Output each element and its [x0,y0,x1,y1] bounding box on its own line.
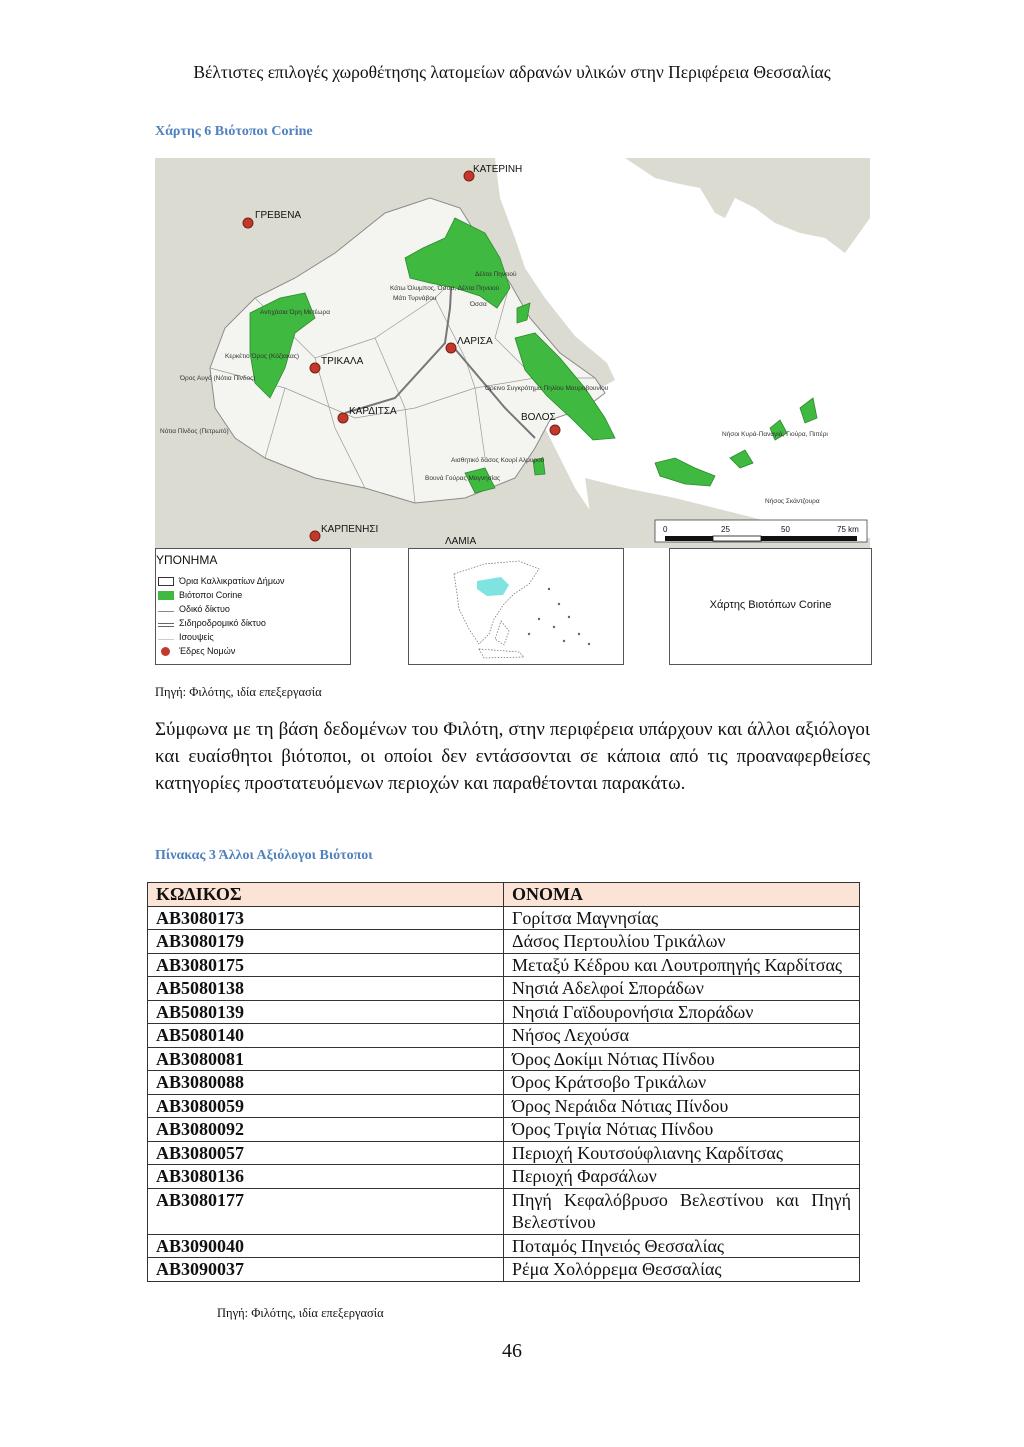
habitat-code-cell: AB5080139 [148,1000,504,1024]
greece-locator-inset [408,548,624,665]
table-row [148,1165,860,1189]
legend-item-contours: Ισουψείς [158,631,214,643]
habitat-name-cell: Δάσος Περτουλίου Τρικάλων [504,930,860,954]
map-title-box [669,548,872,665]
habitat-code-cell: AB3080088 [148,1071,504,1095]
habitat-code-cell: AB5080138 [148,977,504,1001]
label-karditsa: ΚΑΡΔΙΤΣΑ [349,406,397,417]
column-header-code: ΚΩΔΙΚΟΣ [148,883,504,907]
table-source-note: Πηγή: Φιλότης, ιδία επεξεργασία [217,1306,384,1320]
table-row [148,1094,860,1118]
svg-text:Αντιχάσια Όρη Μετέωρα: Αντιχάσια Όρη Μετέωρα [260,309,330,316]
label-volos: ΒΟΛΟΣ [521,412,556,423]
table-row [148,1047,860,1071]
label-lamia: ΛΑΜΙΑ [445,536,477,547]
svg-text:Δέλτα Πηνειού: Δέλτα Πηνειού [475,271,517,278]
table-row [148,930,860,954]
outline-box-icon [158,577,174,586]
svg-text:Βουνά Γούρας Μαγνησίας: Βουνά Γούρας Μαγνησίας [425,475,501,482]
habitat-code-cell: AB3080057 [148,1141,504,1165]
legend-item-corine-habitats: Βιότοποι Corine [158,589,242,601]
legend-item-prefecture-seats: Έδρες Νομών [158,645,235,657]
table-row [148,1234,860,1258]
greece-outline [454,561,539,658]
table-row [148,1141,860,1165]
svg-text:Κάτω Όλυμπος, Όσσα, Δέλτα Πηνε: Κάτω Όλυμπος, Όσσα, Δέλτα Πηνειού [390,285,500,292]
table-row [148,1000,860,1024]
habitat-name-cell: Όρος Δοκίμι Νότιας Πίνδου [504,1047,860,1071]
habitat-code-cell: AB3080136 [148,1165,504,1189]
table-row [148,977,860,1001]
habitat-name-cell: Όρος Κράτσοβο Τρικάλων [504,1071,860,1095]
table-row [148,1188,860,1234]
scale-tick-0: 0 [663,525,668,534]
habitat-code-cell: AB3080173 [148,906,504,930]
double-line-icon [158,623,174,627]
aegean-islands [528,588,590,645]
svg-text:Νήσοι Κυρά-Παναγιά, Γιούρα, Πι: Νήσοι Κυρά-Παναγιά, Γιούρα, Πιπέρι [722,431,828,438]
habitat-code-cell: AB3090037 [148,1258,504,1282]
habitats-table-container [147,882,859,1282]
svg-text:Νότια Πίνδος (Πετρωτό): Νότια Πίνδος (Πετρωτό) [160,428,229,435]
habitat-code-cell: AB3090040 [148,1234,504,1258]
legend-item-municipal-boundaries: Όρια Καλλικρατίων Δήμων [158,575,285,587]
map-source-note: Πηγή: Φιλότης, ιδία επεξεργασία [155,685,322,699]
green-fill-icon [158,591,174,600]
table-row [148,1024,860,1048]
habitat-code-cell: AB3080081 [148,1047,504,1071]
table-row [148,1118,860,1142]
habitat-name-cell: Νήσος Λεχούσα [504,1024,860,1048]
habitat-name-cell: Πηγή Κεφαλόβρυσο Βελεστίνου και Πηγή Βελεστίνου [504,1188,860,1234]
svg-text:Κερκέτιο Όρος (Κόζιακας): Κερκέτιο Όρος (Κόζιακας) [225,353,300,360]
table-caption: Πίνακας 3 Άλλοι Αξιόλογοι Βιότοποι [155,848,373,863]
legend-item-railway-network: Σιδηροδρομικό δίκτυο [158,617,266,629]
table-row [148,953,860,977]
map-title-text: Χάρτης Βιοτόπων Corine [709,599,832,611]
svg-text:Όρεινο Συγκρότημα Πηλίου Μαυρο: Όρεινο Συγκρότημα Πηλίου Μαυροβουνίου [485,385,609,392]
habitats-table [147,882,860,1282]
habitat-name-cell: Όρος Νεράιδα Νότιας Πίνδου [504,1094,860,1118]
scale-tick-75: 75 km [837,525,859,534]
label-trikala: ΤΡΙΚΑΛΑ [321,356,364,367]
svg-text:Όρος Αυγό (Νότια Πίνδος): Όρος Αυγό (Νότια Πίνδος) [180,375,256,382]
habitat-code-cell: AB3080092 [148,1118,504,1142]
scale-tick-50: 50 [781,525,790,534]
svg-text:Νήσος Σκάντζουρα: Νήσος Σκάντζουρα [765,498,820,505]
column-header-name: ΟΝΟΜΑ [504,883,860,907]
label-karpenisi: ΚΑΡΠΕΝΗΣΙ [321,524,379,535]
habitat-name-cell: Περιοχή Κουτσούφλιανης Καρδίτσας [504,1141,860,1165]
legend-title: ΥΠΟΝΗΜΑ [156,553,218,567]
habitat-name-cell: Όρος Τριγία Νότιας Πίνδου [504,1118,860,1142]
svg-text:Όσσα: Όσσα [470,301,487,308]
label-larisa: ΛΑΡΙΣΑ [457,336,493,347]
body-paragraph: Σύμφωνα με τη βάση δεδομένων του Φιλότη, στην περιφέρεια υπάρχουν και άλλοι αξιόλογοι και ευαίσθητοι βιότοποι, οι οποίοι δεν εντάσσονται σε κάποια από τις προαναφερθείσες κατηγορίες προστατευόμενων περιοχών και παραθέτονται παρακάτω. [155,719,870,794]
thessaly-highlight [477,577,509,596]
habitat-code-cell: AB3080175 [148,953,504,977]
page-number: 46 [502,1340,522,1362]
habitat-code-cell: AB5080140 [148,1024,504,1048]
label-grevena: ΓΡΕΒΕΝΑ [255,210,302,221]
habitat-name-cell: Μεταξύ Κέδρου και Λουτροπηγής Καρδίτσας [504,953,860,977]
habitat-name-cell: Ρέμα Χολόρρεμα Θεσσαλίας [504,1258,860,1282]
habitat-name-cell: Νησιά Αδελφοί Σποράδων [504,977,860,1001]
svg-text:Αισθητικό δάσος Κουρί Αλμυρού: Αισθητικό δάσος Κουρί Αλμυρού [451,457,545,464]
table-header-row [148,883,860,907]
label-katerini: ΚΑΤΕΡΙΝΗ [473,164,523,175]
svg-text:Μάτι Τυρνάβου: Μάτι Τυρνάβου [393,295,437,302]
running-header: Βέλτιστες επιλογές χωροθέτησης λατομείων αδρανών υλικών στην Περιφέρεια Θεσσαλίας [193,62,831,82]
habitat-name-cell: Νησιά Γαϊδουρονήσια Σποράδων [504,1000,860,1024]
table-body [148,906,860,1281]
habitat-name-cell: Περιοχή Φαρσάλων [504,1165,860,1189]
table-row [148,906,860,930]
scale-tick-25: 25 [721,525,730,534]
scale-bar [655,520,867,542]
table-row [148,1258,860,1282]
legend-item-road-network: Οδικό δίκτυο [158,603,230,615]
faint-line-icon [158,635,174,640]
red-dot-icon [161,647,170,656]
thin-line-icon [158,607,174,612]
habitat-code-cell: AB3080059 [148,1094,504,1118]
habitat-code-cell: AB3080177 [148,1188,504,1234]
habitat-name-cell: Ποταμός Πηνειός Θεσσαλίας [504,1234,860,1258]
habitat-name-cell: Γορίτσα Μαγνησίας [504,906,860,930]
table-row [148,1071,860,1095]
habitat-code-cell: AB3080179 [148,930,504,954]
habitat-map [155,158,870,548]
map-caption: Χάρτης 6 Βιότοποι Corine [155,124,313,139]
map-legend [155,548,351,665]
